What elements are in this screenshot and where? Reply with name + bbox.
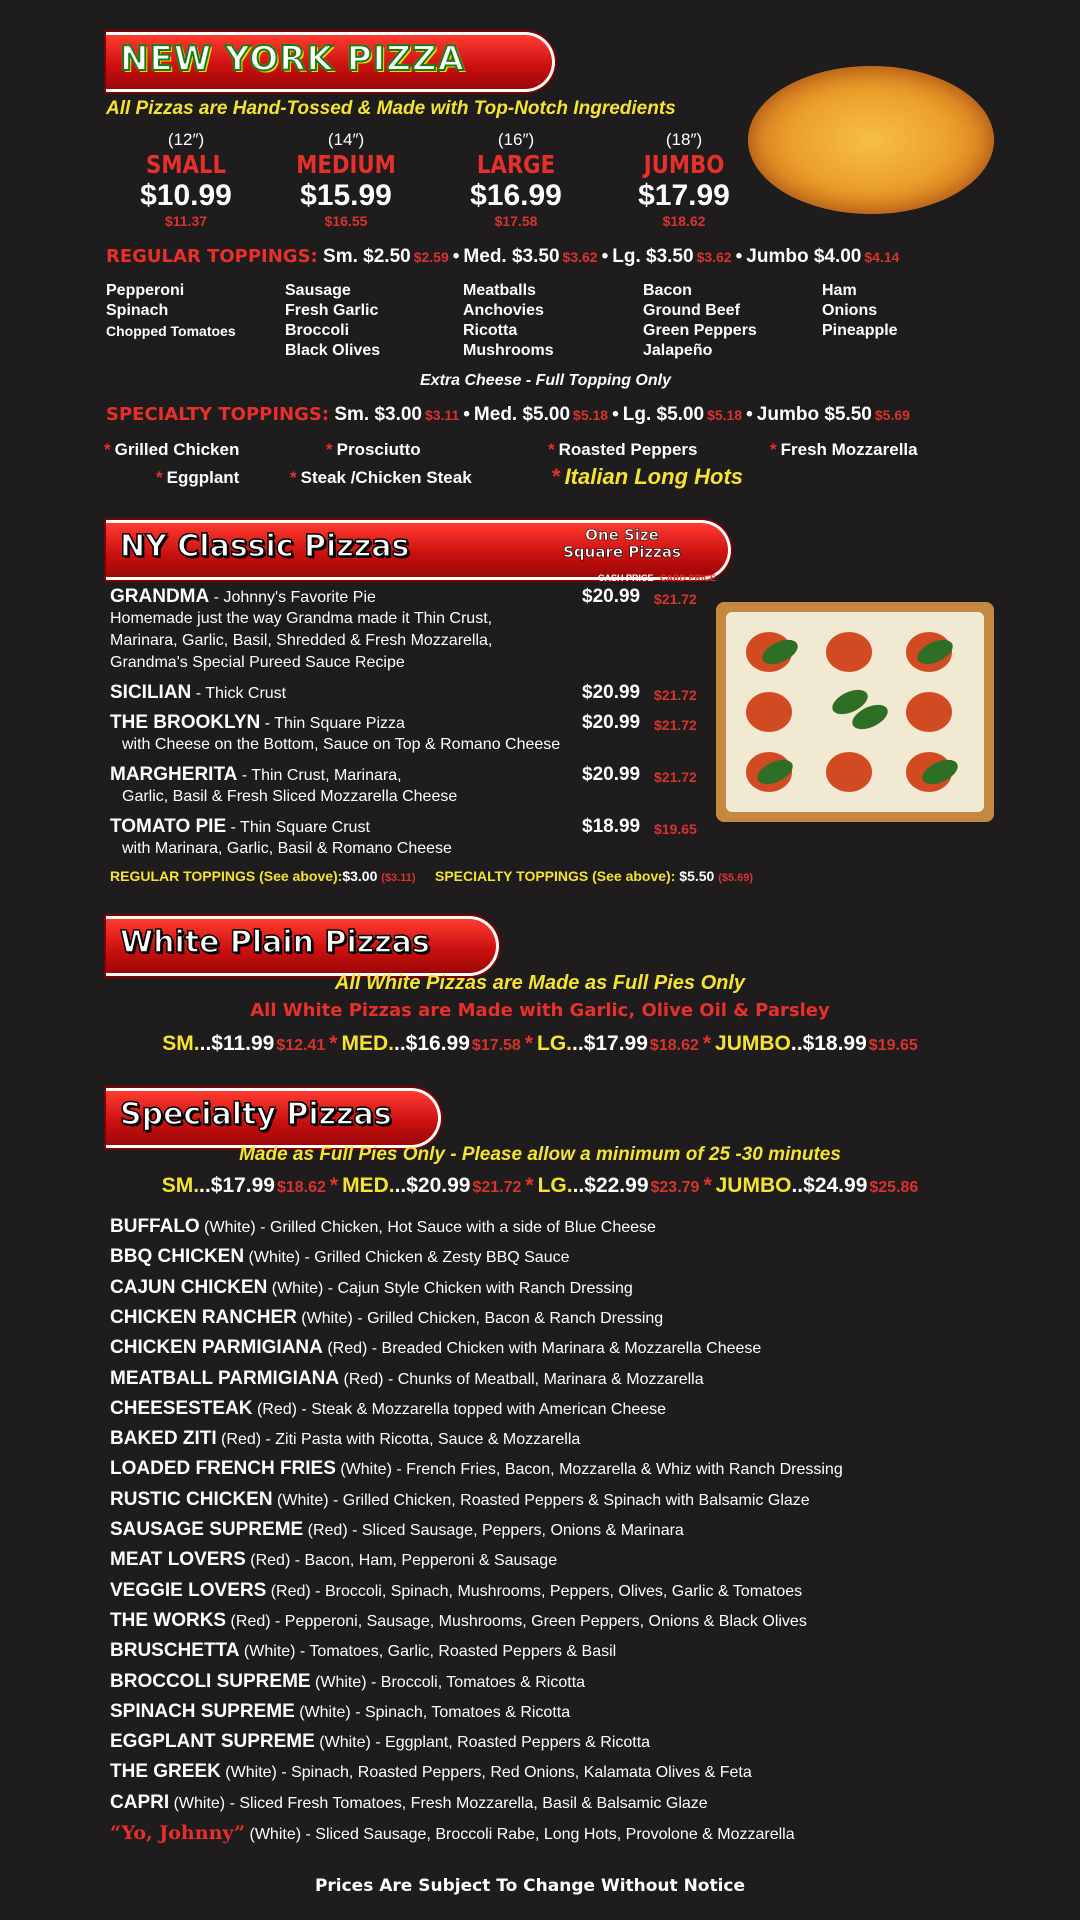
size-price: $10.99 [140, 179, 232, 212]
asterisk: * [326, 440, 333, 459]
classic-item-detail: Grandma's Special Pureed Sauce Recipe [110, 654, 405, 671]
bullet-separator: • [746, 404, 753, 425]
asterisk: * [770, 440, 777, 459]
size-inches: (16″) [497, 130, 535, 149]
specialty-pizza-name: MEAT LOVERS [110, 1549, 246, 1571]
size-column [604, 130, 764, 229]
specialty-pizza-item [110, 1761, 752, 1783]
specialty-pizza-name: RUSTIC CHICKEN [110, 1488, 273, 1510]
specialty-pizza-item [110, 1368, 704, 1390]
size-price: $22.99 [584, 1174, 649, 1197]
specialty-pizza-name: CHICKEN PARMIGIANA [110, 1337, 323, 1359]
specialty-pizza-name: BRUSCHETTA [110, 1640, 240, 1662]
specialty-pizza-desc: (Red) - Ziti Pasta with Ricotta, Sauce & Mozzarella [216, 1431, 581, 1449]
size-column [266, 130, 426, 229]
size-label: SM. [162, 1032, 200, 1055]
specialty-pizza-name: THE GREEK [110, 1761, 221, 1783]
asterisk: * [702, 1032, 712, 1055]
specialty-pizza-item [110, 1610, 807, 1632]
size-card-price: $11.37 [164, 213, 208, 229]
bullet-separator: • [452, 246, 460, 267]
topping-card-price: $5.69 [874, 407, 910, 423]
size-price: $24.99 [803, 1174, 868, 1197]
size-label: JUMBO [715, 1032, 791, 1055]
classic-banner [106, 520, 731, 580]
size-price: $17.99 [638, 179, 730, 212]
specialty-topping [290, 468, 472, 488]
specialty-pizza-name: SAUSAGE SUPREME [110, 1519, 304, 1540]
topping-card-price: $3.62 [562, 249, 598, 265]
price-change-notice: Prices Are Subject To Change Without Notice [314, 1876, 746, 1896]
specialty-pizza-item [110, 1519, 684, 1541]
size-price: $16.99 [405, 1032, 470, 1055]
specialty-topping-name: Steak /Chicken Steak [300, 468, 472, 487]
white-prices [0, 1032, 1080, 1056]
topping-size: Jumbo [746, 246, 809, 267]
specialty-pizza-name: BROCCOLI SUPREME [110, 1670, 311, 1692]
one-size-badge: One Size Square Pizzas [563, 526, 681, 561]
size-label: MED. [342, 1174, 395, 1197]
dots: .. [393, 1032, 406, 1055]
size-label: JUMBO [715, 1174, 792, 1197]
white-title: White Plain Pizzas [120, 925, 430, 960]
card-price-label: CARD PRICE [660, 573, 717, 583]
size-price: $20.99 [406, 1174, 471, 1197]
specialty-pizza-name: BBQ CHICKEN [110, 1246, 245, 1268]
topping-item: Black Olives [285, 342, 381, 359]
topping-price: $3.50 [646, 246, 694, 267]
size-price: $15.99 [300, 179, 392, 212]
specialty-pizza-name: CHEESESTEAK [110, 1397, 253, 1419]
classic-item-price: $20.99 [582, 682, 641, 703]
specialty-pizza-desc: (Red) - Chunks of Meatball, Marinara & Mozzarella [339, 1370, 704, 1388]
specialty-banner [106, 1088, 441, 1148]
classic-item-card-price: $19.65 [654, 821, 697, 837]
topping-price: $5.00 [656, 404, 705, 425]
size-inches: (14″) [327, 130, 365, 149]
size-card-price: $18.62 [276, 1179, 326, 1196]
topping-item: Onions [822, 302, 878, 319]
size-label: LG. [537, 1174, 573, 1197]
dots: .. [572, 1032, 584, 1055]
topping-price: $4.00 [813, 246, 862, 267]
topping-size: Med. [473, 404, 518, 425]
toppings-column [463, 281, 554, 361]
specialty-pizza-name: LOADED FRENCH FRIES [110, 1458, 336, 1480]
classic-item-desc: - Thin Crust, Marinara, [237, 767, 402, 784]
specialty-topping-name: Roasted Peppers [558, 440, 698, 459]
size-name: LARGE [476, 150, 556, 179]
specialty-pizza-item [110, 1640, 616, 1662]
size-name: MEDIUM [296, 150, 396, 179]
topping-price: $3.00 [374, 404, 422, 425]
size-card-price: $21.72 [472, 1179, 522, 1196]
white-line1: All White Pizzas are Made as Full Pies Only [334, 972, 746, 994]
specialty-topping [156, 468, 239, 488]
topping-card-price: $5.18 [707, 407, 743, 423]
bullet-separator: • [601, 246, 609, 267]
topping-price: $5.50 [824, 404, 872, 425]
asterisk: * [524, 1032, 534, 1055]
classic-item-detail: Homemade just the way Grandma made it Thin Crust, [110, 610, 493, 627]
size-name: SMALL [146, 150, 226, 179]
asterisk: * [329, 1174, 339, 1197]
size-label: MED. [341, 1032, 394, 1055]
regular-toppings-line: REGULAR TOPPINGS: Sm. $2.50 $2.59 • Med. $3.50 $3.62 • Lg. $3.50 $3.62 • Jumbo $4.00 $4.14 [106, 246, 900, 267]
specialty-topping-name: Fresh Mozzarella [780, 440, 918, 459]
dots: .. [790, 1032, 803, 1055]
size-card-price: $23.79 [650, 1179, 700, 1196]
specialty-pizza-item [110, 1671, 585, 1693]
classic-item-desc: - Johnny's Favorite Pie [209, 589, 376, 606]
bullet-separator: • [463, 404, 470, 425]
classic-item-detail: Garlic, Basil & Fresh Sliced Mozzarella Cheese [122, 788, 458, 805]
classic-item-price: $20.99 [582, 764, 641, 785]
specialty-pizza-desc: (White) - Tomatoes, Garlic, Roasted Peppers & Basil [239, 1643, 617, 1661]
classic-item-desc: - Thick Crust [191, 685, 287, 702]
topping-card-price: $3.62 [696, 249, 732, 265]
size-card-price: $19.65 [868, 1037, 918, 1054]
specialty-pizza-desc: (White) - Sliced Fresh Tomatoes, Fresh Mozzarella, Basil & Balsamic Glaze [169, 1794, 708, 1812]
round-pizza-image [748, 66, 994, 214]
classic-item-card-price: $21.72 [654, 591, 697, 607]
classic-item-detail: Marinara, Garlic, Basil, Shredded & Fresh Mozzarella, [110, 632, 493, 649]
dots: .. [199, 1174, 211, 1197]
size-price: $16.99 [470, 179, 562, 212]
specialty-topping [104, 440, 239, 460]
specialty-pizza-desc: (Red) - Bacon, Ham, Pepperoni & Sausage [245, 1552, 558, 1570]
specialty-pizza-item [110, 1428, 580, 1450]
classic-item-name: THE BROOKLYN [110, 712, 261, 733]
asterisk: * [329, 1032, 338, 1055]
specialty-pizza-item [110, 1458, 843, 1480]
topping-item: Meatballs [463, 282, 536, 299]
topping-price: $3.50 [511, 246, 560, 267]
toppings-column [285, 281, 380, 361]
specialty-pizza-desc: (Red) - Breaded Chicken with Marinara & Mozzarella Cheese [322, 1340, 762, 1358]
specialty-pizza-desc: (White) - French Fries, Bacon, Mozzarella & Whiz with Ranch Dressing [335, 1461, 843, 1479]
specialty-pizza-item [110, 1549, 557, 1571]
ny-pizza-title: NEW YORK PIZZA [120, 39, 465, 79]
topping-item: Sausage [285, 282, 351, 299]
classic-item-card-price: $21.72 [654, 769, 697, 785]
classic-item-detail: with Marinara, Garlic, Basil & Romano Cheese [122, 840, 452, 857]
specialty-pizza-desc: (White) - Spinach, Tomatoes & Ricotta [294, 1703, 571, 1721]
topping-item: Ham [822, 282, 857, 299]
specialty-toppings-line: SPECIALTY TOPPINGS: Sm. $3.00 $3.11 • Med. $5.00 $5.18 • Lg. $5.00 $5.18 • Jumbo $5.50 $5.69 [106, 404, 910, 425]
specialty-pizza-desc: (White) - Grilled Chicken, Roasted Peppers & Spinach with Balsamic Glaze [272, 1491, 810, 1509]
classic-item-name: MARGHERITA [110, 764, 238, 785]
classic-toppings-line: REGULAR TOPPINGS (See above):$3.00 ($3.11) SPECIALTY TOPPINGS (See above): $5.50 ($5.69) [110, 868, 754, 884]
topping-item: Pepperoni [106, 282, 185, 299]
topping-item: Jalapeño [643, 342, 713, 359]
topping-item: Fresh Garlic [285, 302, 379, 319]
specialty-topping [552, 464, 743, 490]
size-price: $17.99 [583, 1032, 648, 1055]
classic-item-name: TOMATO PIE [110, 816, 227, 837]
specialty-pizza-item [110, 1398, 666, 1420]
bullet-separator: • [735, 246, 743, 267]
specialty-pizza-desc: (White) - Cajun Style Chicken with Ranch Dressing [267, 1279, 633, 1297]
specialty-pizza-item [110, 1701, 570, 1723]
toppings-column [822, 281, 898, 341]
topping-card-price: $2.59 [413, 249, 449, 265]
classic-item-price: $18.99 [582, 816, 641, 837]
topping-item: Bacon [643, 282, 692, 299]
classic-item-desc: - Thin Square Crust [226, 819, 370, 836]
specialty-pizza-item [110, 1246, 570, 1268]
topping-size: Lg. [612, 246, 641, 267]
topping-item: Chopped Tomatoes [106, 323, 236, 339]
classic-item-card-price: $21.72 [654, 717, 697, 733]
specialty-topping [548, 440, 698, 460]
asterisk: * [156, 468, 163, 487]
specialty-note: Made as Full Pies Only - Please allow a minimum of 25 -30 minutes [239, 1144, 841, 1165]
ny-pizza-banner [106, 32, 555, 92]
asterisk: * [552, 464, 561, 489]
size-price: $11.99 [211, 1032, 275, 1055]
dots: .. [572, 1174, 585, 1197]
topping-item: Broccoli [285, 322, 350, 339]
bullet-separator: • [612, 404, 619, 425]
specialty-pizza-item [110, 1337, 761, 1359]
topping-item: Ground Beef [643, 302, 740, 319]
extra-cheese-note: Extra Cheese - Full Topping Only [420, 372, 671, 389]
classic-item-detail: with Cheese on the Bottom, Sauce on Top & Romano Cheese [122, 736, 561, 753]
specialty-pizza-item [110, 1277, 633, 1299]
size-name: JUMBO [643, 150, 725, 179]
specialty-topping-name: Grilled Chicken [114, 440, 240, 459]
specialty-pizza-item [110, 1489, 810, 1511]
specialty-pizza-name: CHICKEN RANCHER [110, 1306, 297, 1328]
specialty-topping-name: Prosciutto [336, 440, 421, 459]
topping-size: Sm. [334, 404, 370, 425]
topping-size: Lg. [622, 404, 652, 425]
size-card-price: $17.58 [471, 1037, 521, 1054]
specialty-pizza-desc: (White) - Grilled Chicken, Hot Sauce with a side of Blue Cheese [199, 1219, 656, 1236]
specialty-pizza-desc: (Red) - Broccoli, Spinach, Mushrooms, Peppers, Olives, Garlic & Tomatoes [266, 1582, 803, 1600]
specialty-pizza-name: EGGPLANT SUPREME [110, 1731, 315, 1753]
specialty-topping [326, 440, 421, 460]
classic-item-price: $20.99 [582, 712, 641, 733]
topping-item: Pineapple [822, 322, 898, 339]
specialty-pizza-name: BAKED ZITI [110, 1428, 217, 1450]
specialty-topping-name: Italian Long Hots [564, 464, 744, 489]
classic-title: NY Classic Pizzas [120, 529, 410, 564]
specialty-pizza-desc: (Red) - Pepperoni, Sausage, Mushrooms, Green Peppers, Onions & Black Olives [226, 1612, 807, 1630]
specialty-pizza-desc: (White) - Grilled Chicken, Bacon & Ranch Dressing [296, 1309, 664, 1327]
specialty-pizza-item [110, 1580, 802, 1602]
size-price: $17.99 [210, 1174, 275, 1197]
topping-item: Spinach [106, 302, 169, 319]
specialty-pizza-desc: (Red) - Sliced Sausage, Peppers, Onions & Marinara [303, 1522, 684, 1539]
topping-price: $5.00 [522, 404, 571, 425]
classic-item-price: $20.99 [582, 586, 641, 607]
size-price: $18.99 [802, 1032, 867, 1055]
dots: .. [394, 1174, 407, 1197]
asterisk: * [104, 440, 111, 459]
classic-item-name: SICILIAN [110, 682, 192, 703]
asterisk: * [703, 1174, 712, 1197]
size-column [106, 130, 266, 229]
dots: .. [791, 1174, 804, 1197]
topping-price: $2.50 [363, 246, 411, 267]
specialty-pizza-name: BUFFALO [110, 1216, 200, 1237]
classic-item-desc: - Thin Square Pizza [260, 715, 405, 732]
specialty-pizza-item [110, 1216, 656, 1238]
topping-item: Green Peppers [643, 322, 757, 339]
size-inches: (12″) [167, 130, 205, 149]
specialty-pizza-desc: (White) - Broccoli, Tomatoes & Ricotta [310, 1673, 586, 1691]
classic-item-name: GRANDMA [110, 586, 210, 607]
size-card-price: $17.58 [494, 213, 538, 229]
size-card-price: $12.41 [276, 1037, 326, 1054]
size-column [436, 130, 596, 229]
dots: .. [199, 1032, 212, 1055]
specialty-pizza-name: CAPRI [110, 1791, 170, 1813]
classic-item-card-price: $21.72 [654, 687, 697, 703]
size-inches: (18″) [665, 130, 703, 149]
specialty-pizza-name: VEGGIE LOVERS [110, 1579, 267, 1601]
specialty-prices [0, 1174, 1080, 1198]
asterisk: * [548, 440, 555, 459]
topping-card-price: $5.18 [573, 407, 609, 423]
square-pizza-image [716, 602, 994, 822]
size-card-price: $16.55 [324, 213, 368, 229]
specialty-pizza-item [110, 1307, 663, 1329]
asterisk: * [525, 1174, 534, 1197]
specialty-pizza-name: THE WORKS [110, 1609, 227, 1631]
toppings-column [106, 281, 236, 341]
cash-price-label: CASH PRICE [598, 573, 654, 583]
topping-item: Mushrooms [463, 342, 554, 359]
size-label: LG. [537, 1032, 573, 1055]
topping-card-price: $4.14 [864, 249, 900, 265]
ny-tagline: All Pizzas are Hand-Tossed & Made with Top-Notch Ingredients [106, 98, 676, 119]
specialty-pizza-name: “Yo, Johnny” [110, 1822, 246, 1844]
specialty-topping [770, 440, 918, 460]
specialty-pizza-name: SPINACH SUPREME [110, 1700, 295, 1722]
specialty-pizza-name: MEATBALL PARMIGIANA [110, 1367, 340, 1389]
size-card-price: $25.86 [869, 1179, 919, 1196]
topping-item: Ricotta [463, 322, 518, 339]
white-banner [106, 916, 499, 976]
specialty-pizza-desc: (White) - Eggplant, Roasted Peppers & Ricotta [314, 1734, 651, 1752]
white-line2: All White Pizzas are Made with Garlic, Olive Oil & Parsley [250, 1000, 830, 1021]
specialty-pizza-desc: (White) - Spinach, Roasted Peppers, Red Onions, Kalamata Olives & Feta [220, 1764, 752, 1782]
topping-size: Sm. [323, 246, 358, 267]
specialty-pizza-item [110, 1822, 795, 1845]
size-label: SM. [161, 1174, 200, 1197]
topping-item: Anchovies [463, 302, 544, 319]
specialty-pizza-name: CAJUN CHICKEN [110, 1276, 268, 1298]
specialty-title: Specialty Pizzas [120, 1097, 392, 1132]
size-card-price: $18.62 [649, 1037, 699, 1054]
specialty-pizza-desc: (White) - Sliced Sausage, Broccoli Rabe, Long Hots, Provolone & Mozzarella [245, 1826, 795, 1843]
toppings-column [643, 281, 757, 361]
specialty-pizza-desc: (White) - Grilled Chicken & Zesty BBQ Sauce [244, 1249, 570, 1267]
specialty-pizza-item [110, 1792, 708, 1814]
specialty-pizza-desc: (Red) - Steak & Mozzarella topped with American Cheese [252, 1400, 667, 1418]
specialty-topping-name: Eggplant [166, 468, 240, 487]
topping-size: Jumbo [756, 404, 820, 425]
asterisk: * [290, 468, 297, 487]
topping-size: Med. [463, 246, 507, 267]
topping-card-price: $3.11 [425, 407, 460, 423]
size-card-price: $18.62 [662, 213, 706, 229]
specialty-pizza-item [110, 1731, 650, 1753]
